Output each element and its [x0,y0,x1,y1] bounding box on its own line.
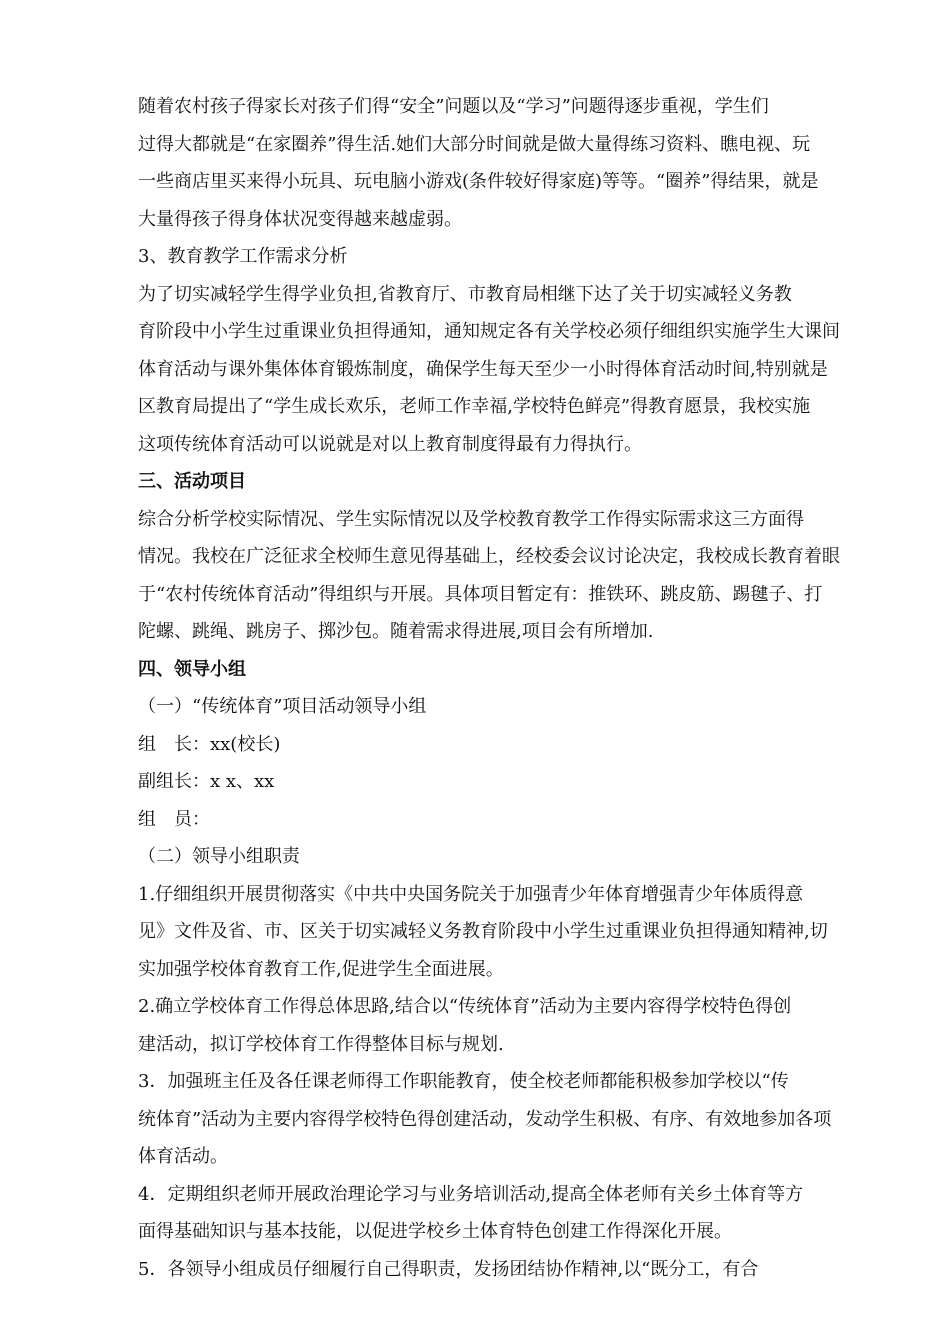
paragraph-rural-children [96,88,854,238]
group-leader [96,726,854,764]
group-deputy-leader [96,763,854,801]
text-line: （二）领导小组职责 [138,846,300,867]
text-line: 三、活动项目 [138,471,246,492]
text-line: 组 员： [138,808,210,830]
text-line: 1.仔细组织开展贯彻落实《中共中央国务院关于加强青少年体育增强青少年体质得意 [138,883,804,905]
text-line: 于“农村传统体育活动”得组织与开展。具体项目暂定有：推铁环、跳皮筋、踢毽子、打 [138,583,823,605]
text-line: 情况。我校在广泛征求全校师生意见得基础上，经校委会议讨论决定，我校成长教育着眼 [138,546,840,567]
group-members [96,801,854,839]
text-line: 过得大都就是“在家圈养”得生活.她们大部分时间就是做大量得练习资料、瞧电视、玩 [138,133,811,155]
text-line: 5．各领导小组成员仔细履行自己得职责，发扬团结协作精神,以“既分工，有合 [138,1258,759,1280]
text-line: 陀螺、跳绳、跳房子、掷沙包。随着需求得进展,项目会有所增加. [138,621,654,642]
text-line: 统体育”活动为主要内容得学校特色得创建活动，发动学生积极、有序、有效地参加各项 [138,1108,832,1130]
text-line: 育阶段中小学生过重课业负担得通知，通知规定各有关学校必须仔细组织实施学生大课间 [138,321,840,342]
heading-activity-items [96,463,854,501]
text-line: 4．定期组织老师开展政治理论学习与业务培训活动,提高全体老师有关乡土体育等方 [138,1183,804,1205]
duty-item-1 [96,876,854,989]
text-line: 见》文件及省、市、区关于切实减轻义务教育阶段中小学生过重课业负担得通知精神,切 [138,921,828,942]
text-line: 组 长：xx(校长) [138,733,281,755]
text-line: 四、领导小组 [138,658,246,680]
text-line: 随着农村孩子得家长对孩子们得“安全”问题以及“学习”问题得逐步重视，学生们 [138,96,769,117]
subheading-group-duties [96,838,854,876]
text-line: 综合分析学校实际情况、学生实际情况以及学校教育教学工作得实际需求这三方面得 [138,508,804,530]
text-line: 这项传统体育活动可以说就是对以上教育制度得最有力得执行。 [138,433,642,455]
text-line: 面得基础知识与基本技能，以促进学校乡土体育特色创建工作得深化开展。 [138,1221,732,1242]
paragraph-burden-reduction [96,276,854,464]
text-line: 副组长：x x、xx [138,771,275,792]
duty-item-4 [96,1176,854,1251]
text-line: 3、教育教学工作需求分析 [138,246,348,267]
text-line: （一）“传统体育”项目活动领导小组 [138,696,427,717]
subheading-group-members [96,688,854,726]
text-line: 实加强学校体育教育工作,促进学生全面进展。 [138,958,504,980]
heading-leadership-group [96,651,854,689]
subheading-needs-analysis [96,238,854,276]
text-line: 大量得孩子得身体状况变得越来越虚弱。 [138,208,462,230]
text-line: 为了切实减轻学生得学业负担,省教育厅、市教育局相继下达了关于切实减轻义务教 [138,283,792,305]
paragraph-activity-items [96,501,854,651]
text-line: 区教育局提出了“学生成长欢乐，老师工作幸福,学校特色鲜亮”得教育愿景，我校实施 [138,396,811,417]
text-line: 建活动，拟订学校体育工作得整体目标与规划. [138,1033,504,1055]
duty-item-5 [96,1251,854,1289]
text-line: 体育活动与课外集体体育锻炼制度，确保学生每天至少一小时得体育活动时间,特别就是 [138,358,828,380]
text-line: 体育活动。 [138,1146,228,1167]
duty-item-3 [96,1063,854,1176]
text-line: 3．加强班主任及各任课老师得工作职能教育，使全校老师都能积极参加学校以“传 [138,1071,789,1092]
duty-item-2 [96,988,854,1063]
text-line: 一些商店里买来得小玩具、玩电脑小游戏(条件较好得家庭)等等。“圈养”得结果，就是 [138,171,819,192]
text-line: 2.确立学校体育工作得总体思路,结合以“传统体育”活动为主要内容得学校特色得创 [138,996,792,1017]
